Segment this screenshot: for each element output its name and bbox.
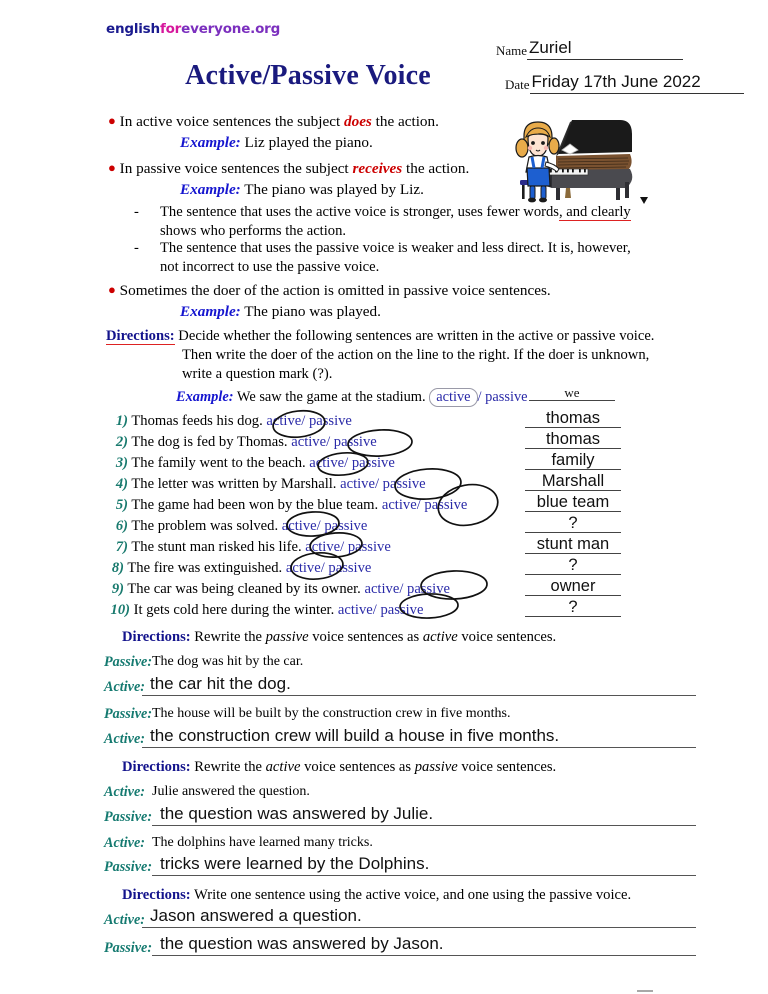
quiz-number: 10) — [110, 602, 130, 618]
name-value[interactable]: Zuriel — [527, 38, 683, 60]
rewrite-1-answer-label-2: Active: — [104, 731, 145, 747]
rewrite-1-given-label-2: Passive: — [104, 706, 153, 722]
quiz-option-passive[interactable]: passive — [347, 539, 391, 555]
quiz-sentence: It gets cold here during the winter. — [133, 602, 335, 618]
example-label: Example: — [180, 134, 241, 151]
directions-2-mid: voice sentences as — [308, 629, 423, 645]
quiz-sentence: The fire was extinguished. — [127, 560, 283, 576]
quiz-answer-6[interactable]: ? — [525, 514, 621, 533]
intro-bullet-3-text: Sometimes the doer of the action is omitted in passive voice sentences. — [119, 282, 551, 299]
directions-label: Directions: — [106, 328, 175, 344]
quiz-number: 3) — [115, 455, 128, 471]
directions-label: Directions: — [122, 629, 191, 645]
quiz-option-active[interactable]: active — [364, 581, 400, 597]
bullet-dot-icon: ● — [108, 282, 116, 297]
intro-bullet-1-post: the action. — [371, 113, 439, 130]
quiz-option-active[interactable]: active — [291, 434, 327, 450]
dash-1-line-c: shows who performs the action. — [160, 222, 347, 239]
directions-1-line-2: Then write the doer of the action on the line to the right. If the doer is unknown, — [182, 346, 650, 363]
quiz-option-passive[interactable]: passive — [328, 560, 372, 576]
quiz-example-answer[interactable]: we — [529, 386, 615, 401]
directions-label: Directions: — [122, 759, 191, 775]
rewrite-2-given-label-1: Active: — [104, 784, 145, 800]
directions-4-body: Write one sentence using the active voice, and one using the passive voice. — [194, 887, 632, 903]
quiz-option-active[interactable]: active — [337, 602, 373, 618]
directions-3-em-1: active — [265, 759, 301, 775]
rewrite-1-given-label-1: Passive: — [104, 654, 153, 670]
quiz-option-active[interactable]: active — [381, 497, 417, 513]
quiz-sentence: The car was being cleaned by its owner. — [127, 581, 361, 597]
option-separator: / — [320, 560, 325, 576]
rewrite-3-answer-label-2: Passive: — [104, 940, 153, 956]
intro-bullet-1-emph: does — [344, 113, 372, 130]
quiz-example-sentence: We saw the game at the stadium. — [236, 389, 426, 405]
quiz-sentence: The stunt man risked his life. — [131, 539, 302, 555]
option-separator: / — [416, 497, 421, 513]
directions-block-2 — [122, 628, 556, 647]
bullet-dot-icon: ● — [108, 160, 116, 175]
directions-block-1 — [106, 327, 706, 384]
rewrite-2-given-2: The dolphins have learned many tricks. — [152, 835, 373, 850]
quiz-sentence: The family went to the beach. — [131, 455, 306, 471]
quiz-number: 5) — [115, 497, 128, 513]
intro-bullet-1-pre: In active voice sentences the subject — [119, 113, 344, 130]
directions-3-em-2: passive — [414, 759, 458, 775]
directions-block-4 — [122, 886, 631, 905]
quiz-sentence: The letter was written by Marshall. — [131, 476, 337, 492]
intro-example-2 — [180, 180, 424, 199]
logo-part-english: english — [106, 21, 160, 37]
directions-2-em-1: passive — [265, 629, 309, 645]
rewrite-3-answer-1[interactable]: Jason answered a question. — [142, 906, 696, 928]
quiz-answer-10[interactable]: ? — [525, 598, 621, 617]
directions-2-pre: Rewrite the — [194, 629, 266, 645]
bullet-dot-icon: ● — [108, 113, 116, 128]
quiz-row-2 — [108, 434, 377, 451]
intro-bullet-3 — [108, 281, 551, 300]
option-separator: / — [340, 539, 345, 555]
rewrite-3-answer-2[interactable]: the question was answered by Jason. — [152, 934, 696, 956]
directions-block-3 — [122, 758, 556, 777]
directions-3-mid: voice sentences as — [300, 759, 415, 775]
rewrite-2-answer-label-2: Passive: — [104, 859, 153, 875]
quiz-row-7 — [108, 539, 391, 556]
quiz-sentence: The dog is fed by Thomas. — [131, 434, 288, 450]
quiz-number: 7) — [115, 539, 128, 555]
rewrite-2-answer-label-1: Passive: — [104, 809, 153, 825]
dash-marker-icon: - — [134, 240, 139, 256]
quiz-option-passive[interactable]: passive — [380, 602, 424, 618]
intro-bullet-1 — [108, 112, 439, 131]
option-separator: / — [477, 389, 482, 405]
rewrite-2-given-1: Julie answered the question. — [152, 784, 310, 799]
quiz-answer-3[interactable]: family — [525, 451, 621, 470]
dash-2-line-b: not incorrect to use the passive voice. — [160, 258, 380, 275]
rewrite-2-given-label-2: Active: — [104, 835, 145, 851]
option-separator: / — [399, 581, 404, 597]
quiz-number: 1) — [115, 413, 128, 429]
intro-bullet-2 — [108, 159, 469, 178]
dash-marker-icon: - — [134, 204, 139, 220]
rewrite-1-answer-1[interactable]: the car hit the dog. — [142, 674, 696, 696]
directions-2-post: voice sentences. — [457, 629, 557, 645]
quiz-option-passive[interactable]: passive — [333, 434, 377, 450]
quiz-answer-8[interactable]: ? — [525, 556, 621, 575]
quiz-option-active[interactable]: active — [305, 539, 341, 555]
quiz-row-10 — [104, 602, 423, 619]
rewrite-1-given-2: The house will be built by the construction crew in five months. — [152, 706, 511, 721]
example-label: Example: — [180, 181, 241, 198]
example-label: Example: — [180, 303, 241, 320]
quiz-row-6 — [108, 518, 367, 535]
directions-1-line-1: Decide whether the following sentences are written in the active or passive voice. — [178, 328, 655, 344]
quiz-sentence: The game had been won by the blue team. — [131, 497, 379, 513]
quiz-example-option-active[interactable]: active — [429, 388, 477, 407]
quiz-row-5 — [108, 497, 467, 514]
rewrite-1-given-1: The dog was hit by the car. — [152, 654, 304, 669]
quiz-option-passive[interactable]: passive — [424, 497, 468, 513]
example-text: The piano was played. — [244, 303, 381, 320]
dash-1-line-a: The sentence that uses the active voice is stronger, uses fewer words — [160, 204, 559, 220]
example-label: Example: — [176, 389, 234, 405]
directions-1-line-3: write a question mark (?). — [182, 365, 333, 382]
quiz-option-active[interactable]: active — [266, 413, 302, 429]
name-field[interactable] — [496, 38, 683, 60]
example-text: The piano was played by Liz. — [244, 181, 424, 198]
directions-3-post: voice sentences. — [457, 759, 557, 775]
quiz-sentence: The problem was solved. — [131, 518, 279, 534]
intro-bullet-2-post: the action. — [402, 160, 470, 177]
quiz-option-active[interactable]: active — [281, 518, 317, 534]
rewrite-3-answer-label-1: Active: — [104, 912, 145, 928]
quiz-row-1 — [108, 413, 352, 430]
quiz-option-passive[interactable]: passive — [407, 581, 450, 597]
quiz-answer-1[interactable]: thomas — [525, 409, 621, 428]
quiz-option-active[interactable]: active — [340, 476, 375, 492]
date-field[interactable] — [505, 72, 744, 94]
site-logo — [106, 21, 280, 37]
quiz-row-9 — [104, 581, 450, 598]
quiz-number: 8) — [111, 560, 124, 576]
directions-2-em-2: active — [422, 629, 458, 645]
directions-label: Directions: — [122, 887, 191, 903]
intro-bullet-2-emph: receives — [352, 160, 403, 177]
date-label: Date — [505, 77, 530, 92]
option-separator: / — [326, 434, 331, 450]
rewrite-1-answer-label-1: Active: — [104, 679, 145, 695]
quiz-option-passive[interactable]: passive — [382, 476, 426, 492]
quiz-number: 4) — [115, 476, 128, 492]
dash-2-line-a: The sentence that uses the passive voice is weaker and less direct. It is, however, — [160, 240, 631, 256]
quiz-example-option-passive[interactable]: passive — [485, 389, 528, 405]
dash-1-spellcheck-span: , and clearly — [558, 204, 631, 220]
quiz-number: 2) — [115, 434, 128, 450]
text-cursor-caret-icon — [640, 197, 648, 204]
quiz-answer-2[interactable]: thomas — [525, 430, 621, 449]
quiz-answer-4[interactable]: Marshall — [525, 472, 621, 491]
quiz-option-passive[interactable]: passive — [324, 518, 368, 534]
rewrite-2-answer-2[interactable]: tricks were learned by the Dolphins. — [152, 854, 696, 876]
name-label: Name — [496, 43, 528, 58]
quiz-option-active[interactable]: active — [285, 560, 321, 576]
page-title: Active/Passive Voice — [185, 60, 431, 91]
option-separator: / — [372, 602, 377, 618]
quiz-row-4 — [108, 476, 426, 493]
intro-example-3 — [180, 302, 381, 321]
quiz-number: 9) — [111, 581, 124, 597]
quiz-row-3 — [108, 455, 395, 472]
quiz-sentence: Thomas feeds his dog. — [131, 413, 263, 429]
quiz-answer-9[interactable]: owner — [525, 577, 621, 596]
option-separator: / — [301, 413, 306, 429]
option-separator: / — [344, 455, 349, 471]
girl-playing-grand-piano-illustration — [512, 112, 636, 204]
quiz-option-passive[interactable]: passive — [308, 413, 352, 429]
rewrite-2-answer-1[interactable]: the question was answered by Julie. — [152, 804, 696, 826]
intro-dash-item-1 — [134, 203, 670, 240]
directions-3-pre: Rewrite the — [194, 759, 266, 775]
intro-dash-item-2 — [134, 239, 670, 276]
example-text: Liz played the piano. — [244, 134, 373, 151]
intro-bullet-2-pre: In passive voice sentences the subject — [119, 160, 353, 177]
quiz-option-active[interactable]: active — [309, 455, 345, 471]
logo-part-everyone: everyone.org — [181, 21, 281, 37]
quiz-option-passive[interactable]: passive — [351, 455, 395, 471]
option-separator: / — [374, 476, 380, 492]
page-bottom-mark — [637, 990, 653, 992]
quiz-answer-7[interactable]: stunt man — [525, 535, 621, 554]
quiz-example-row — [176, 388, 528, 407]
date-value[interactable]: Friday 17th June 2022 — [530, 72, 744, 94]
quiz-row-8 — [104, 560, 371, 577]
option-separator: / — [316, 518, 321, 534]
quiz-answer-5[interactable]: blue team — [525, 493, 621, 512]
quiz-number: 6) — [115, 518, 128, 534]
logo-part-for: for — [159, 21, 182, 37]
rewrite-1-answer-2[interactable]: the construction crew will build a house in five months. — [142, 726, 696, 748]
intro-example-1 — [180, 133, 373, 152]
